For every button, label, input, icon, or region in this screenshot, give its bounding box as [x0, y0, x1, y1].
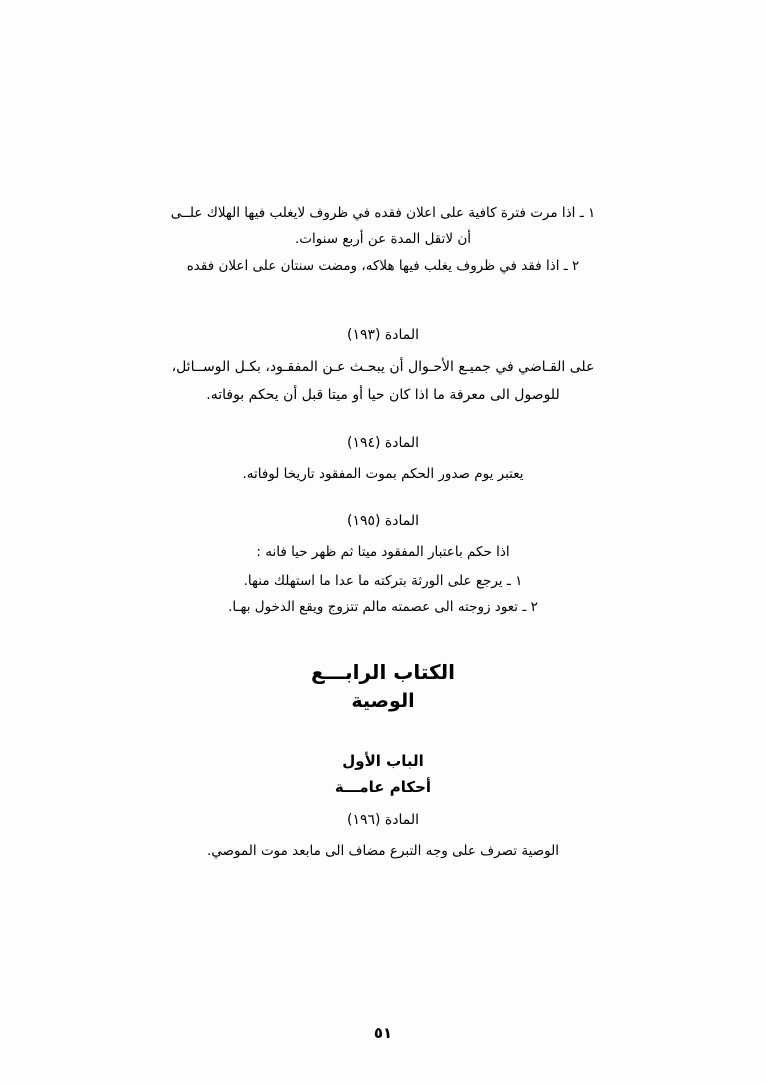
article-heading-194: المادة (١٩٤)	[346, 434, 420, 451]
page-number: ٥١	[373, 1024, 393, 1042]
spacer	[108, 712, 658, 752]
list-item: ١ ـ اذا مرت فترة كافية على اعلان فقده في ظروف لايغلب فيها الهلاك علــى	[170, 205, 596, 221]
article-heading-196: المادة (١٩٦)	[346, 812, 420, 829]
article-body-196: الوصية تصرف على وجه التبرع مضاف الى مابعد موت الموصي.	[207, 843, 559, 860]
list-item: ٢ ـ تعود زوجته الى عصمته مالم تتزوج ويقع الدخول بهـا.	[228, 598, 538, 615]
page-content	[108, 200, 658, 867]
book-title: الكتاب الرابـــع	[310, 660, 456, 685]
chapter-title: الباب الأول	[342, 752, 424, 771]
article-heading-193: المادة (١٩٣)	[346, 326, 420, 343]
chapter-subtitle: أحكام عامـــة	[334, 778, 432, 797]
spacer	[108, 279, 658, 301]
article-body-193-line-2: للوصول الى معرفة ما اذا كان حيا أو ميتا قبل أن يحكم بوفاته.	[206, 386, 560, 403]
list-item: ١ ـ يرجع على الورثة بتركته ما عدا ما استهلك منها.	[243, 572, 523, 589]
article-body-194: يعتبر يوم صدور الحكم بموت المفقود تاريخا لوفاته.	[242, 465, 524, 482]
spacer	[108, 620, 658, 660]
article-heading-195: المادة (١٩٥)	[346, 513, 420, 530]
spacer	[108, 796, 658, 806]
article-body-193-line-1: على القـاضي في جميـع الأحـوال أن يبحـث عـن المفقـود، بكـل الوســائل،	[171, 358, 595, 375]
list-item-continuation: أن لاتقل المدة عن أربع سنوات.	[294, 231, 472, 248]
list-item: ٢ ـ اذا فقد في ظروف يغلب فيها هلاكه، ومضت سنتان على اعلان فقده	[186, 257, 580, 274]
book-subtitle: الوصية	[351, 690, 415, 713]
article-body-195-intro: اذا حكم باعتبار المفقود ميتا ثم ظهر حيا فانه :	[256, 544, 510, 561]
